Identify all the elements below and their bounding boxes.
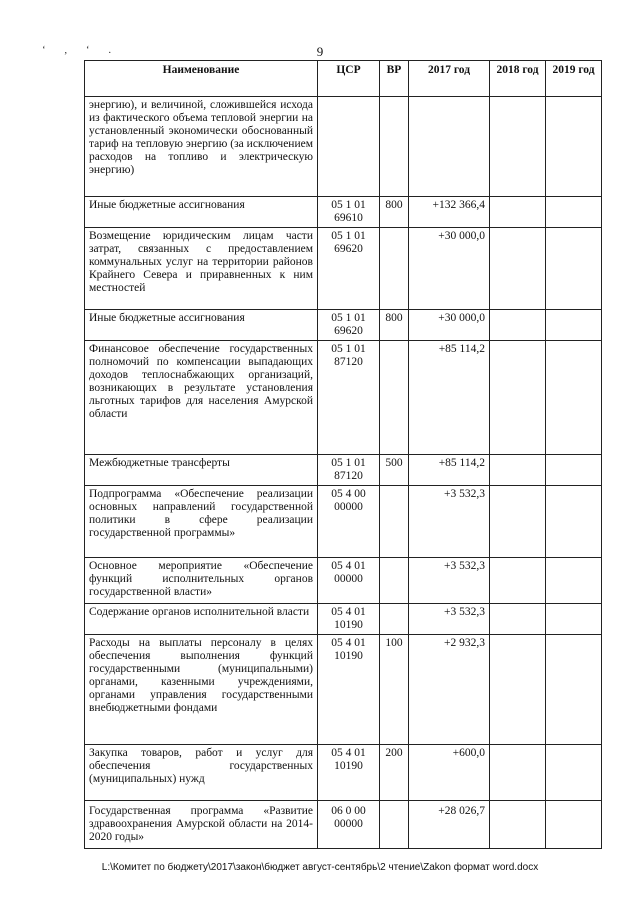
row-vr-cell	[380, 228, 409, 310]
row-csr-cell: 05 4 01 10190	[318, 604, 380, 635]
row-csr-cell: 05 4 01 10190	[318, 745, 380, 801]
file-path-footer: L:\Комитет по бюджету\2017\закон\бюджет август-сентябрь\2 чтение\Zakon формат word.docx	[101, 862, 539, 873]
row-name-cell: Иные бюджетные ассигнования	[85, 310, 318, 341]
row-name-cell: Возмещение юридическим лицам части затрат, связанных с предоставлением коммунальных услуг на территории районов Крайнего Севера и приравненных к ним местностей	[85, 228, 318, 310]
row-2017-cell	[409, 97, 490, 197]
row-csr-cell: 05 1 01 69610	[318, 197, 380, 228]
row-2017-cell: +2 932,3	[409, 635, 490, 745]
row-csr-cell: 05 4 01 10190	[318, 635, 380, 745]
table-row	[85, 486, 602, 558]
row-vr-cell: 100	[380, 635, 409, 745]
row-2019-cell	[546, 486, 602, 558]
row-vr-cell	[380, 604, 409, 635]
row-vr-cell: 500	[380, 455, 409, 486]
row-2019-cell	[546, 558, 602, 604]
row-2018-cell	[490, 745, 546, 801]
row-2017-cell: +85 114,2	[409, 455, 490, 486]
row-vr-cell	[380, 486, 409, 558]
row-2017-cell: +85 114,2	[409, 341, 490, 455]
row-2018-cell	[490, 801, 546, 849]
row-2019-cell	[546, 745, 602, 801]
table-row	[85, 455, 602, 486]
header-csr: ЦСР	[318, 61, 380, 97]
row-2019-cell	[546, 801, 602, 849]
row-csr-cell: 05 1 01 87120	[318, 455, 380, 486]
row-csr-cell: 05 4 01 00000	[318, 558, 380, 604]
row-name-cell: энергию), и величиной, сложившейся исхода из фактического объема тепловой энергии на установленный экономически обоснованный тариф на тепловую энергию (за исключением расходов на топливо и электрическую энергию)	[85, 97, 318, 197]
row-name-cell: Содержание органов исполнительной власти	[85, 604, 318, 635]
header-vr: ВР	[380, 61, 409, 97]
table-row	[85, 310, 602, 341]
table-row	[85, 197, 602, 228]
table-row	[85, 228, 602, 310]
row-csr-cell: 05 1 01 69620	[318, 228, 380, 310]
row-2018-cell	[490, 97, 546, 197]
row-2017-cell: +3 532,3	[409, 486, 490, 558]
table-row	[85, 635, 602, 745]
row-2018-cell	[490, 197, 546, 228]
table-row	[85, 745, 602, 801]
row-2019-cell	[546, 97, 602, 197]
header-name: Наименование	[85, 61, 318, 97]
row-2019-cell	[546, 604, 602, 635]
row-name-cell: Основное мероприятие «Обеспечение функций исполнительных органов государственной власти»	[85, 558, 318, 604]
row-name-cell: Закупка товаров, работ и услуг для обеспечения государственных (муниципальных) нужд	[85, 745, 318, 801]
row-2017-cell: +600,0	[409, 745, 490, 801]
row-2017-cell: +3 532,3	[409, 604, 490, 635]
row-2019-cell	[546, 455, 602, 486]
row-2018-cell	[490, 558, 546, 604]
row-name-cell: Межбюджетные трансферты	[85, 455, 318, 486]
table-row	[85, 97, 602, 197]
row-2018-cell	[490, 341, 546, 455]
row-2018-cell	[490, 604, 546, 635]
row-vr-cell	[380, 558, 409, 604]
table-row	[85, 558, 602, 604]
header-2017: 2017 год	[409, 61, 490, 97]
row-2017-cell: +28 026,7	[409, 801, 490, 849]
row-2018-cell	[490, 228, 546, 310]
row-vr-cell: 200	[380, 745, 409, 801]
row-name-cell: Расходы на выплаты персоналу в целях обеспечения выполнения функций государственными (муниципальными) органами, казенными учреждениями, органами управления государственными внебюджетными фондами	[85, 635, 318, 745]
budget-table-body	[85, 97, 602, 849]
row-csr-cell: 05 1 01 87120	[318, 341, 380, 455]
row-2018-cell	[490, 310, 546, 341]
row-2019-cell	[546, 310, 602, 341]
row-vr-cell	[380, 801, 409, 849]
table-row	[85, 801, 602, 849]
table-row	[85, 341, 602, 455]
row-name-cell: Подпрограмма «Обеспечение реализации основных направлений государственной политики в сфере реализации государственной программы»	[85, 486, 318, 558]
row-2019-cell	[546, 635, 602, 745]
row-vr-cell	[380, 97, 409, 197]
header-2019: 2019 год	[546, 61, 602, 97]
row-csr-cell: 06 0 00 00000	[318, 801, 380, 849]
row-2017-cell: +30 000,0	[409, 228, 490, 310]
row-2017-cell: +3 532,3	[409, 558, 490, 604]
row-csr-cell	[318, 97, 380, 197]
row-csr-cell: 05 4 00 00000	[318, 486, 380, 558]
table-row	[85, 604, 602, 635]
row-name-cell: Финансовое обеспечение государственных полномочий по компенсации выпадающих доходов теплоснабжающих организаций, возникающих в результате установления льготных тарифов для населения Амурской области	[85, 341, 318, 455]
row-name-cell: Государственная программа «Развитие здравоохранения Амурской области на 2014-2020 годы»	[85, 801, 318, 849]
budget-table	[84, 60, 602, 849]
row-2018-cell	[490, 486, 546, 558]
row-2018-cell	[490, 635, 546, 745]
row-2019-cell	[546, 228, 602, 310]
corner-marks: ‘ , ‘ .	[42, 44, 120, 56]
row-2018-cell	[490, 455, 546, 486]
row-2017-cell: +30 000,0	[409, 310, 490, 341]
row-vr-cell: 800	[380, 310, 409, 341]
row-2019-cell	[546, 341, 602, 455]
row-csr-cell: 05 1 01 69620	[318, 310, 380, 341]
page-number: 9	[316, 44, 324, 59]
row-2019-cell	[546, 197, 602, 228]
row-vr-cell: 800	[380, 197, 409, 228]
table-header-row	[85, 61, 602, 97]
row-vr-cell	[380, 341, 409, 455]
row-name-cell: Иные бюджетные ассигнования	[85, 197, 318, 228]
header-2018: 2018 год	[490, 61, 546, 97]
row-2017-cell: +132 366,4	[409, 197, 490, 228]
